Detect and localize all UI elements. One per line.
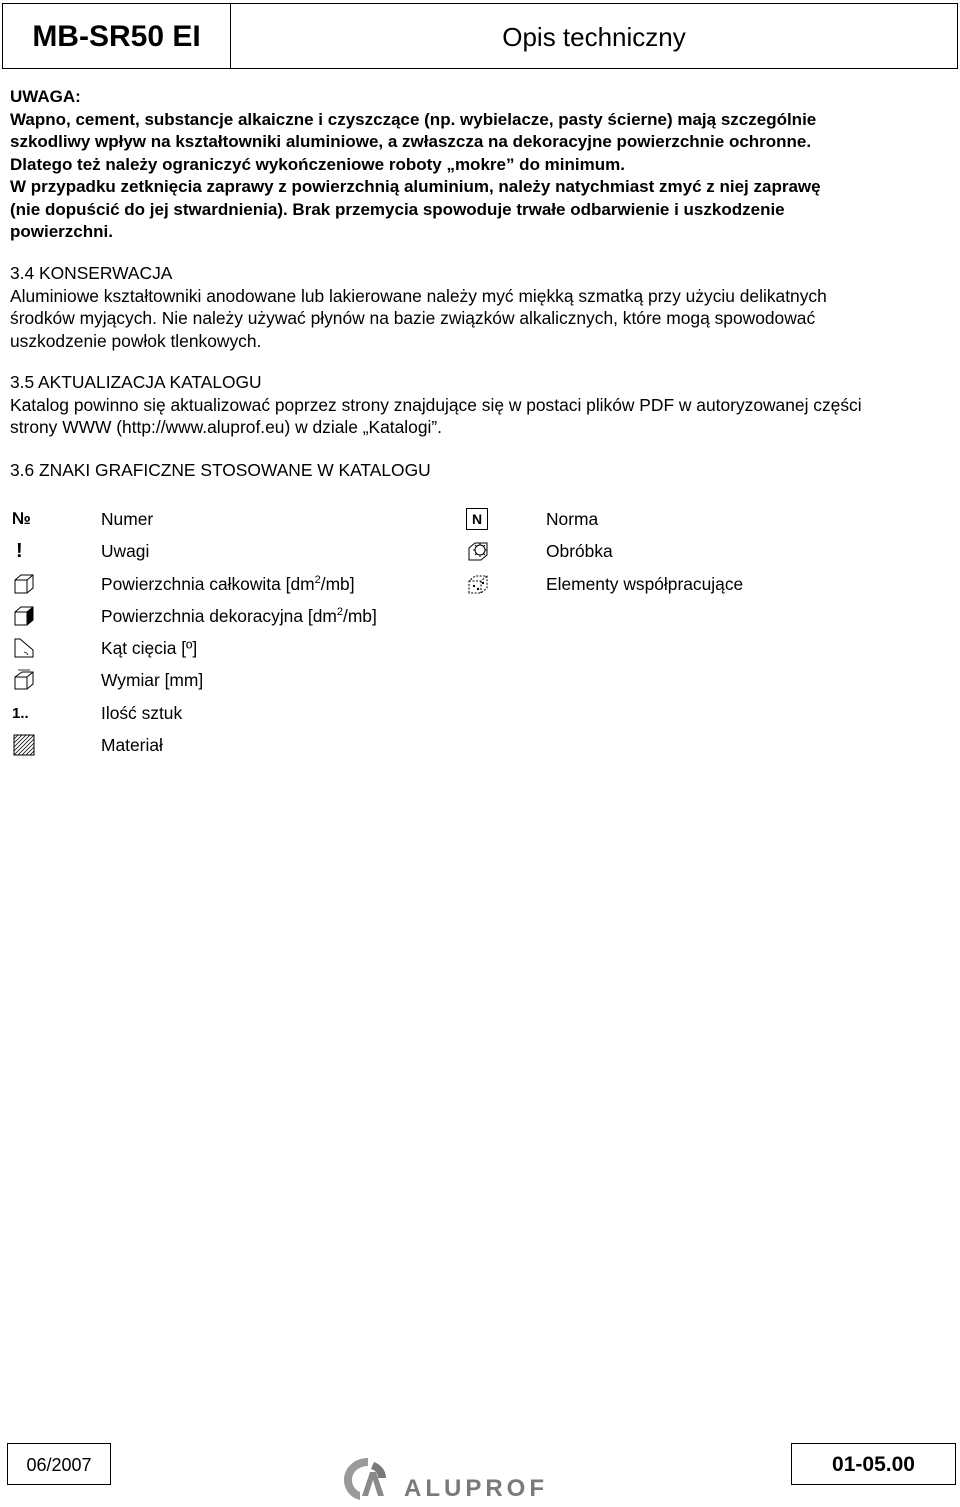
legend-label: Ilość sztuk xyxy=(101,702,183,723)
legend-item-obrobka xyxy=(466,539,613,563)
aluprof-logo xyxy=(340,1452,600,1502)
warning-line: (nie dopuścić do jej stwardnienia). Brak przemycia spowoduje trwałe odbarwienie i uszkodzenie xyxy=(10,199,785,219)
legend-item-wymiar xyxy=(12,668,203,692)
section-line: Aluminiowe kształtowniki anodowane lub lakierowane należy myć miękką szmatką przy użyciu delikatnych xyxy=(10,285,827,306)
product-title: MB-SR50 EI xyxy=(2,3,231,69)
section-line: uszkodzenie powłok tlenkowych. xyxy=(10,330,262,351)
section-heading: 3.5 AKTUALIZACJA KATALOGU xyxy=(10,372,262,392)
quantity-icon: 1.. xyxy=(12,704,29,722)
legend-label: Materiał xyxy=(101,734,163,755)
warning-line: szkodliwy wpływ na kształtowniki aluminiowe, a zwłaszcza na dekoracyjne powierzchnie ochronne. xyxy=(10,132,812,151)
section-line: środków myjących. Nie należy używać płynów na bazie związków alkalicznych, które mogą spowodować xyxy=(10,308,816,328)
decorative-surface-icon xyxy=(12,604,38,628)
legend-item-material xyxy=(12,733,163,757)
warning-line: powierzchni. xyxy=(10,222,113,241)
footer-date: 06/2007 xyxy=(7,1443,111,1485)
cooperating-elements-icon xyxy=(466,572,492,596)
total-surface-icon xyxy=(12,572,38,596)
machining-icon xyxy=(466,539,492,563)
warning-line: Wapno, cement, substancje alkaiczne i czyszczące (np. wybielacze, pasty ścierne) mają szczególnie xyxy=(10,109,817,129)
warning-title: UWAGA: xyxy=(10,87,81,106)
legend-item-norma xyxy=(466,507,598,531)
legend-label: Powierzchnia całkowita $[dm^2/mb]$ xyxy=(101,573,355,594)
legend-label: Elementy współpracujące xyxy=(546,573,744,594)
section-heading: 3.6 ZNAKI GRAFICZNE STOSOWANE W KATALOGU xyxy=(10,460,431,480)
norm-icon: N xyxy=(466,507,492,531)
section-line: Katalog powinno się aktualizować poprzez strony znajdujące się w postaci plików PDF w autoryzowanej części xyxy=(10,394,862,415)
legend-item-kat-ciecia xyxy=(12,636,197,660)
legend-item-powierzchnia-dekoracyjna xyxy=(12,604,377,628)
warning-line: W przypadku zetknięcia zaprawy z powierzchnią aluminium, należy natychmiast zmyć z niej zaprawę xyxy=(10,177,821,196)
legend-label: Wymiar [mm] xyxy=(101,669,204,690)
section-heading: 3.4 KONSERWACJA xyxy=(10,263,173,283)
document-type: Opis techniczny xyxy=(231,3,958,69)
logo-brand-text: ALUPROF xyxy=(404,1475,548,1502)
legend-item-uwagi xyxy=(12,539,149,563)
cut-angle-icon xyxy=(12,636,38,660)
warning-block xyxy=(10,86,950,244)
legend-item-ilosc-sztuk xyxy=(12,701,182,725)
legend-label: Obróbka xyxy=(546,540,613,561)
section-znaki xyxy=(10,459,950,482)
numero-icon: № xyxy=(12,509,31,528)
legend-label: Powierzchnia dekoracyjna $[dm^2/mb]$ xyxy=(101,605,377,626)
legend-item-numer xyxy=(12,507,153,531)
legend-item-powierzchnia-calkowita xyxy=(12,572,355,596)
section-konserwacja xyxy=(10,262,950,352)
legend-label: Uwagi xyxy=(101,540,150,561)
legend-label: Numer xyxy=(101,508,154,529)
dimension-icon xyxy=(12,668,38,692)
legend-label: Kąt cięcia [º] xyxy=(101,637,198,658)
legend-label: Norma xyxy=(546,508,599,529)
logo-mark-icon xyxy=(340,1452,600,1502)
warning-line: Dlatego też należy ograniczyć wykończeniowe roboty „mokre” do minimum. xyxy=(10,154,625,174)
section-line: strony WWW (http://www.aluprof.eu) w dziale „Katalogi”. xyxy=(10,417,442,437)
material-icon xyxy=(12,733,38,757)
legend-item-elementy-wspolpracujace xyxy=(466,572,743,596)
exclamation-icon: ! xyxy=(16,539,23,562)
footer-page-code: 01-05.00 xyxy=(791,1443,956,1485)
section-aktualizacja xyxy=(10,371,950,439)
